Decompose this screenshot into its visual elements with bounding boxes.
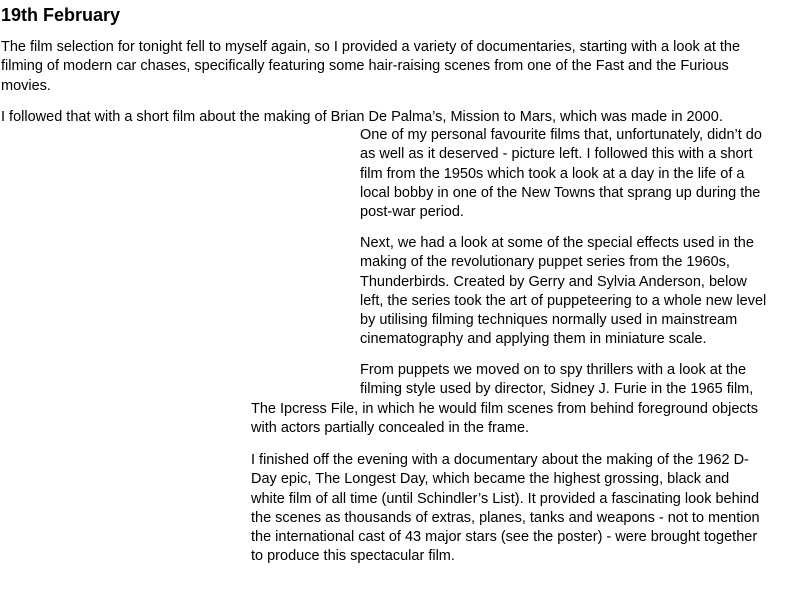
paragraph-longest-day [251, 451, 760, 567]
paragraph-favourite-film [360, 126, 762, 222]
text-line: I finished off the evening with a documentary about the making of the 1962 D- [251, 452, 749, 468]
paragraph-ipcress-file-continued [251, 400, 758, 439]
text-line: to produce this spectacular film. [251, 548, 455, 565]
text-line: From puppets we moved on to spy thrillers with a look at the [360, 362, 747, 378]
paragraph-thunderbirds [360, 234, 766, 350]
paragraph-ipcress-file [360, 361, 753, 400]
text-line: left, the series took the art of puppeteering to a whole new level [360, 292, 767, 309]
page-title: 19th February [1, 5, 121, 25]
text-line: local bobby in one of the New Towns that sprang up during the [360, 184, 761, 201]
text-line: filming of modern car chases, specifically featuring some hair-raising scenes from one of the Fast and the Furious [1, 58, 729, 75]
text-line: The film selection for tonight fell to myself again, so I provided a variety of documentaries, starting with a look at the [1, 39, 741, 55]
text-line: Day epic, The Longest Day, which became the highest grossing, black and [251, 471, 730, 488]
text-line: Next, we had a look at some of the special effects used in the [360, 235, 754, 251]
paragraph-car-chases [1, 38, 740, 96]
paragraph-mission-to-mars [1, 108, 723, 127]
text-line: Thunderbirds. Created by Gerry and Sylvia Anderson, below [360, 273, 747, 290]
text-line: the international cast of 43 major stars (see the poster) - were brought together [251, 529, 758, 546]
text-line: I followed that with a short film about the making of Brian De Palma’s, Mission to Mars, which was made in 2000. [1, 109, 723, 125]
text-line: by utilising filming techniques normally used in mainstream [360, 312, 738, 329]
text-line: making of the revolutionary puppet series from the 1960s, [360, 254, 730, 271]
text-line: The Ipcress File, in which he would film scenes from behind foreground objects [251, 401, 758, 417]
text-line: white film of all time (until Schindler’s List). It provided a fascinating look behind [251, 490, 760, 507]
text-line: film from the 1950s which took a look at a day in the life of a [360, 165, 745, 182]
text-line: the scenes as thousands of extras, planes, tanks and weapons - not to mention [251, 509, 760, 526]
text-line: with actors partially concealed in the frame. [251, 420, 530, 437]
text-line: One of my personal favourite films that, unfortunately, didn’t do [360, 127, 762, 143]
text-line: filming style used by director, Sidney J. Furie in the 1965 film, [360, 381, 754, 398]
text-line: movies. [1, 77, 51, 94]
text-line: post-war period. [360, 204, 464, 221]
text-line: cinematography and applying them in miniature scale. [360, 331, 707, 348]
text-line: as well as it deserved - picture left. I followed this with a short [360, 146, 753, 163]
